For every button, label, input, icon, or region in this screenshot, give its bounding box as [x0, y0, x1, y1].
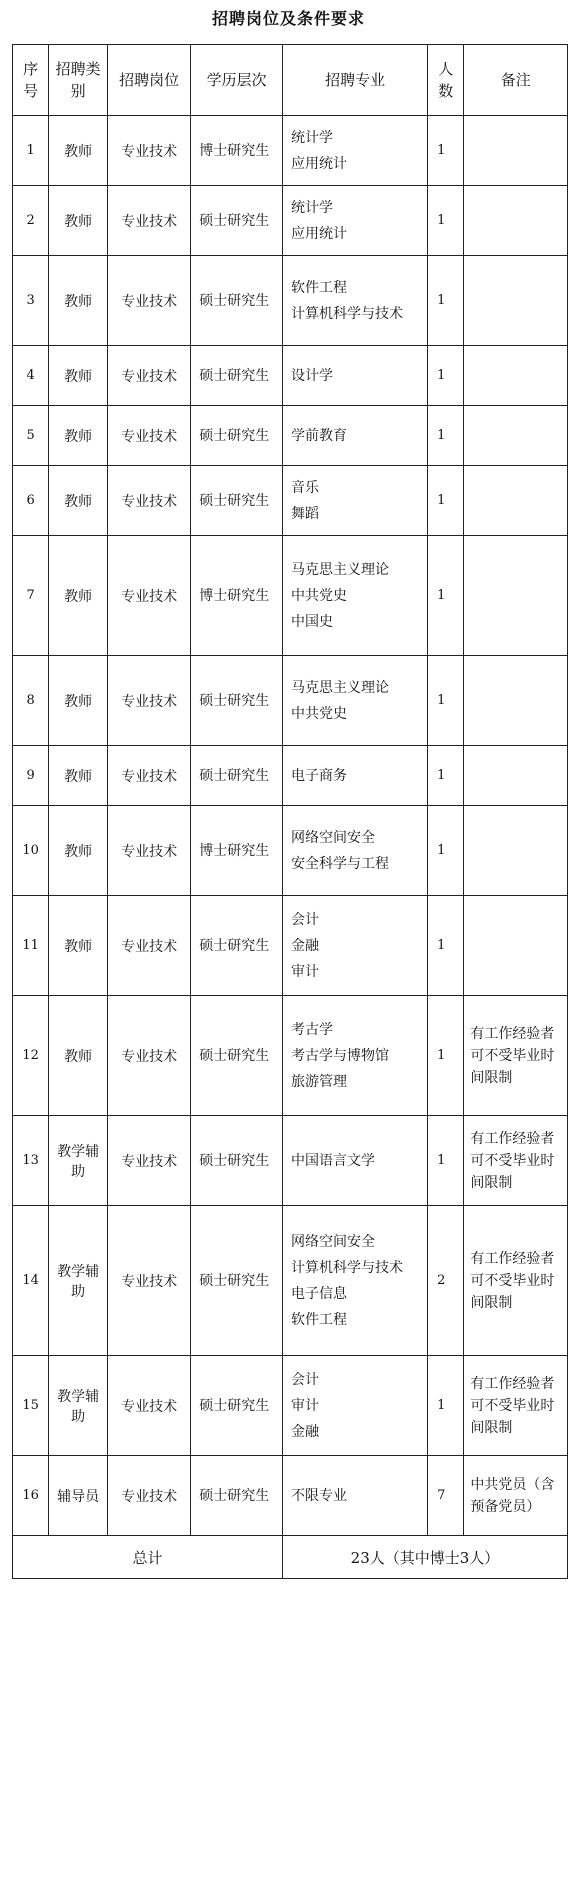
major-item: 应用统计	[291, 225, 347, 242]
table-row	[13, 406, 568, 466]
cell-majors	[283, 1206, 428, 1356]
cell-seq: 12	[13, 996, 49, 1116]
table-row	[13, 996, 568, 1116]
cell-seq: 13	[13, 1116, 49, 1206]
cell-note	[464, 656, 568, 746]
cell-category: 教师	[49, 116, 108, 186]
cell-seq: 15	[13, 1356, 49, 1456]
cell-count: 1	[428, 406, 464, 466]
header-seq: 序号	[13, 45, 49, 116]
cell-seq: 3	[13, 256, 49, 346]
cell-seq: 1	[13, 116, 49, 186]
cell-post: 专业技术	[107, 996, 190, 1116]
table-row	[13, 656, 568, 746]
cell-note	[464, 896, 568, 996]
header-note: 备注	[464, 45, 568, 116]
table-row	[13, 806, 568, 896]
major-item: 不限专业	[291, 1487, 347, 1504]
cell-seq: 16	[13, 1456, 49, 1536]
major-item: 会计	[291, 1371, 319, 1388]
major-item: 审计	[291, 963, 319, 980]
cell-seq: 5	[13, 406, 49, 466]
cell-category: 教师	[49, 536, 108, 656]
cell-education: 硕士研究生	[191, 186, 283, 256]
major-item: 网络空间安全	[291, 1233, 375, 1250]
cell-category: 教学辅助	[49, 1116, 108, 1206]
cell-education: 硕士研究生	[191, 1206, 283, 1356]
cell-post: 专业技术	[107, 1206, 190, 1356]
cell-majors	[283, 896, 428, 996]
major-item: 统计学	[291, 199, 333, 216]
cell-education: 博士研究生	[191, 116, 283, 186]
cell-seq: 7	[13, 536, 49, 656]
cell-note: 有工作经验者可不受毕业时间限制	[464, 1356, 568, 1456]
major-item: 中共党史	[291, 705, 347, 722]
cell-education: 硕士研究生	[191, 346, 283, 406]
major-item: 中国史	[291, 613, 333, 630]
cell-majors	[283, 746, 428, 806]
cell-majors	[283, 186, 428, 256]
cell-education: 硕士研究生	[191, 656, 283, 746]
cell-count: 1	[428, 746, 464, 806]
cell-seq: 4	[13, 346, 49, 406]
cell-majors	[283, 536, 428, 656]
cell-note: 有工作经验者可不受毕业时间限制	[464, 1116, 568, 1206]
major-item: 安全科学与工程	[291, 855, 389, 872]
cell-post: 专业技术	[107, 746, 190, 806]
major-item: 网络空间安全	[291, 829, 375, 846]
table-row	[13, 346, 568, 406]
cell-count: 1	[428, 1116, 464, 1206]
cell-post: 专业技术	[107, 346, 190, 406]
cell-count: 1	[428, 186, 464, 256]
cell-seq: 6	[13, 466, 49, 536]
major-item: 电子信息	[291, 1285, 347, 1302]
cell-education: 硕士研究生	[191, 406, 283, 466]
cell-education: 硕士研究生	[191, 1116, 283, 1206]
cell-note	[464, 346, 568, 406]
major-item: 马克思主义理论	[291, 561, 389, 578]
major-item: 金融	[291, 937, 319, 954]
cell-post: 专业技术	[107, 256, 190, 346]
major-item: 音乐	[291, 479, 319, 496]
cell-post: 专业技术	[107, 186, 190, 256]
cell-majors	[283, 256, 428, 346]
cell-education: 硕士研究生	[191, 896, 283, 996]
cell-count: 2	[428, 1206, 464, 1356]
cell-count: 1	[428, 1356, 464, 1456]
header-count: 人数	[428, 45, 464, 116]
cell-majors	[283, 1116, 428, 1206]
header-education: 学历层次	[191, 45, 283, 116]
cell-seq: 14	[13, 1206, 49, 1356]
header-post: 招聘岗位	[107, 45, 190, 116]
cell-count: 1	[428, 536, 464, 656]
cell-education: 硕士研究生	[191, 1356, 283, 1456]
major-item: 电子商务	[291, 767, 347, 784]
major-item: 计算机科学与技术	[291, 1259, 403, 1276]
cell-post: 专业技术	[107, 116, 190, 186]
cell-post: 专业技术	[107, 1116, 190, 1206]
major-item: 旅游管理	[291, 1073, 347, 1090]
cell-count: 1	[428, 996, 464, 1116]
cell-category: 教师	[49, 466, 108, 536]
major-item: 考古学	[291, 1021, 333, 1038]
table-row	[13, 466, 568, 536]
cell-seq: 9	[13, 746, 49, 806]
cell-majors	[283, 406, 428, 466]
total-row	[13, 1536, 568, 1579]
major-item: 统计学	[291, 129, 333, 146]
cell-education: 硕士研究生	[191, 1456, 283, 1536]
cell-count: 1	[428, 466, 464, 536]
cell-seq: 2	[13, 186, 49, 256]
cell-count: 7	[428, 1456, 464, 1536]
cell-note	[464, 466, 568, 536]
table-row	[13, 186, 568, 256]
cell-note	[464, 116, 568, 186]
cell-category: 教师	[49, 656, 108, 746]
cell-majors	[283, 1456, 428, 1536]
cell-category: 教师	[49, 896, 108, 996]
cell-education: 博士研究生	[191, 806, 283, 896]
cell-category: 教师	[49, 256, 108, 346]
total-label: 总计	[13, 1536, 283, 1579]
recruitment-table	[12, 44, 568, 1579]
cell-education: 硕士研究生	[191, 466, 283, 536]
table-row	[13, 116, 568, 186]
cell-count: 1	[428, 346, 464, 406]
major-item: 舞蹈	[291, 505, 319, 522]
cell-note	[464, 406, 568, 466]
cell-count: 1	[428, 896, 464, 996]
cell-category: 教师	[49, 806, 108, 896]
cell-majors	[283, 466, 428, 536]
major-item: 软件工程	[291, 1311, 347, 1328]
cell-seq: 10	[13, 806, 49, 896]
cell-majors	[283, 346, 428, 406]
cell-education: 硕士研究生	[191, 256, 283, 346]
cell-post: 专业技术	[107, 1356, 190, 1456]
cell-education: 博士研究生	[191, 536, 283, 656]
cell-post: 专业技术	[107, 896, 190, 996]
cell-education: 硕士研究生	[191, 996, 283, 1116]
cell-majors	[283, 996, 428, 1116]
table-row	[13, 896, 568, 996]
cell-seq: 11	[13, 896, 49, 996]
cell-note: 有工作经验者可不受毕业时间限制	[464, 996, 568, 1116]
cell-majors	[283, 656, 428, 746]
header-major: 招聘专业	[283, 45, 428, 116]
cell-category: 教师	[49, 996, 108, 1116]
cell-post: 专业技术	[107, 806, 190, 896]
header-category: 招聘类别	[49, 45, 108, 116]
total-value: 23人（其中博士3人）	[283, 1536, 568, 1579]
cell-note	[464, 186, 568, 256]
cell-count: 1	[428, 656, 464, 746]
header-row	[13, 45, 568, 116]
cell-count: 1	[428, 806, 464, 896]
major-item: 审计	[291, 1397, 319, 1414]
cell-post: 专业技术	[107, 466, 190, 536]
major-item: 考古学与博物馆	[291, 1047, 389, 1064]
page-title: 招聘岗位及条件要求	[211, 9, 365, 28]
table-row	[13, 256, 568, 346]
major-item: 学前教育	[291, 427, 347, 444]
cell-category: 教学辅助	[49, 1206, 108, 1356]
major-item: 计算机科学与技术	[291, 305, 403, 322]
cell-category: 教师	[49, 746, 108, 806]
major-item: 软件工程	[291, 279, 347, 296]
table-row	[13, 1456, 568, 1536]
cell-post: 专业技术	[107, 536, 190, 656]
cell-category: 教师	[49, 406, 108, 466]
cell-seq: 8	[13, 656, 49, 746]
major-item: 中共党史	[291, 587, 347, 604]
cell-count: 1	[428, 116, 464, 186]
major-item: 马克思主义理论	[291, 679, 389, 696]
table-row	[13, 536, 568, 656]
cell-post: 专业技术	[107, 406, 190, 466]
major-item: 金融	[291, 1423, 319, 1440]
cell-post: 专业技术	[107, 656, 190, 746]
major-item: 中国语言文学	[291, 1152, 375, 1169]
cell-count: 1	[428, 256, 464, 346]
cell-category: 教师	[49, 186, 108, 256]
cell-note	[464, 256, 568, 346]
cell-majors	[283, 806, 428, 896]
table-row	[13, 746, 568, 806]
cell-note	[464, 536, 568, 656]
cell-education: 硕士研究生	[191, 746, 283, 806]
cell-note: 有工作经验者可不受毕业时间限制	[464, 1206, 568, 1356]
cell-post: 专业技术	[107, 1456, 190, 1536]
cell-note	[464, 746, 568, 806]
cell-category: 辅导员	[49, 1456, 108, 1536]
major-item: 设计学	[291, 367, 333, 384]
cell-category: 教师	[49, 346, 108, 406]
table-row	[13, 1206, 568, 1356]
cell-note	[464, 806, 568, 896]
major-item: 应用统计	[291, 155, 347, 172]
cell-majors	[283, 116, 428, 186]
table-row	[13, 1356, 568, 1456]
table-row	[13, 1116, 568, 1206]
cell-majors	[283, 1356, 428, 1456]
cell-category: 教学辅助	[49, 1356, 108, 1456]
cell-note: 中共党员（含预备党员）	[464, 1456, 568, 1536]
major-item: 会计	[291, 911, 319, 928]
